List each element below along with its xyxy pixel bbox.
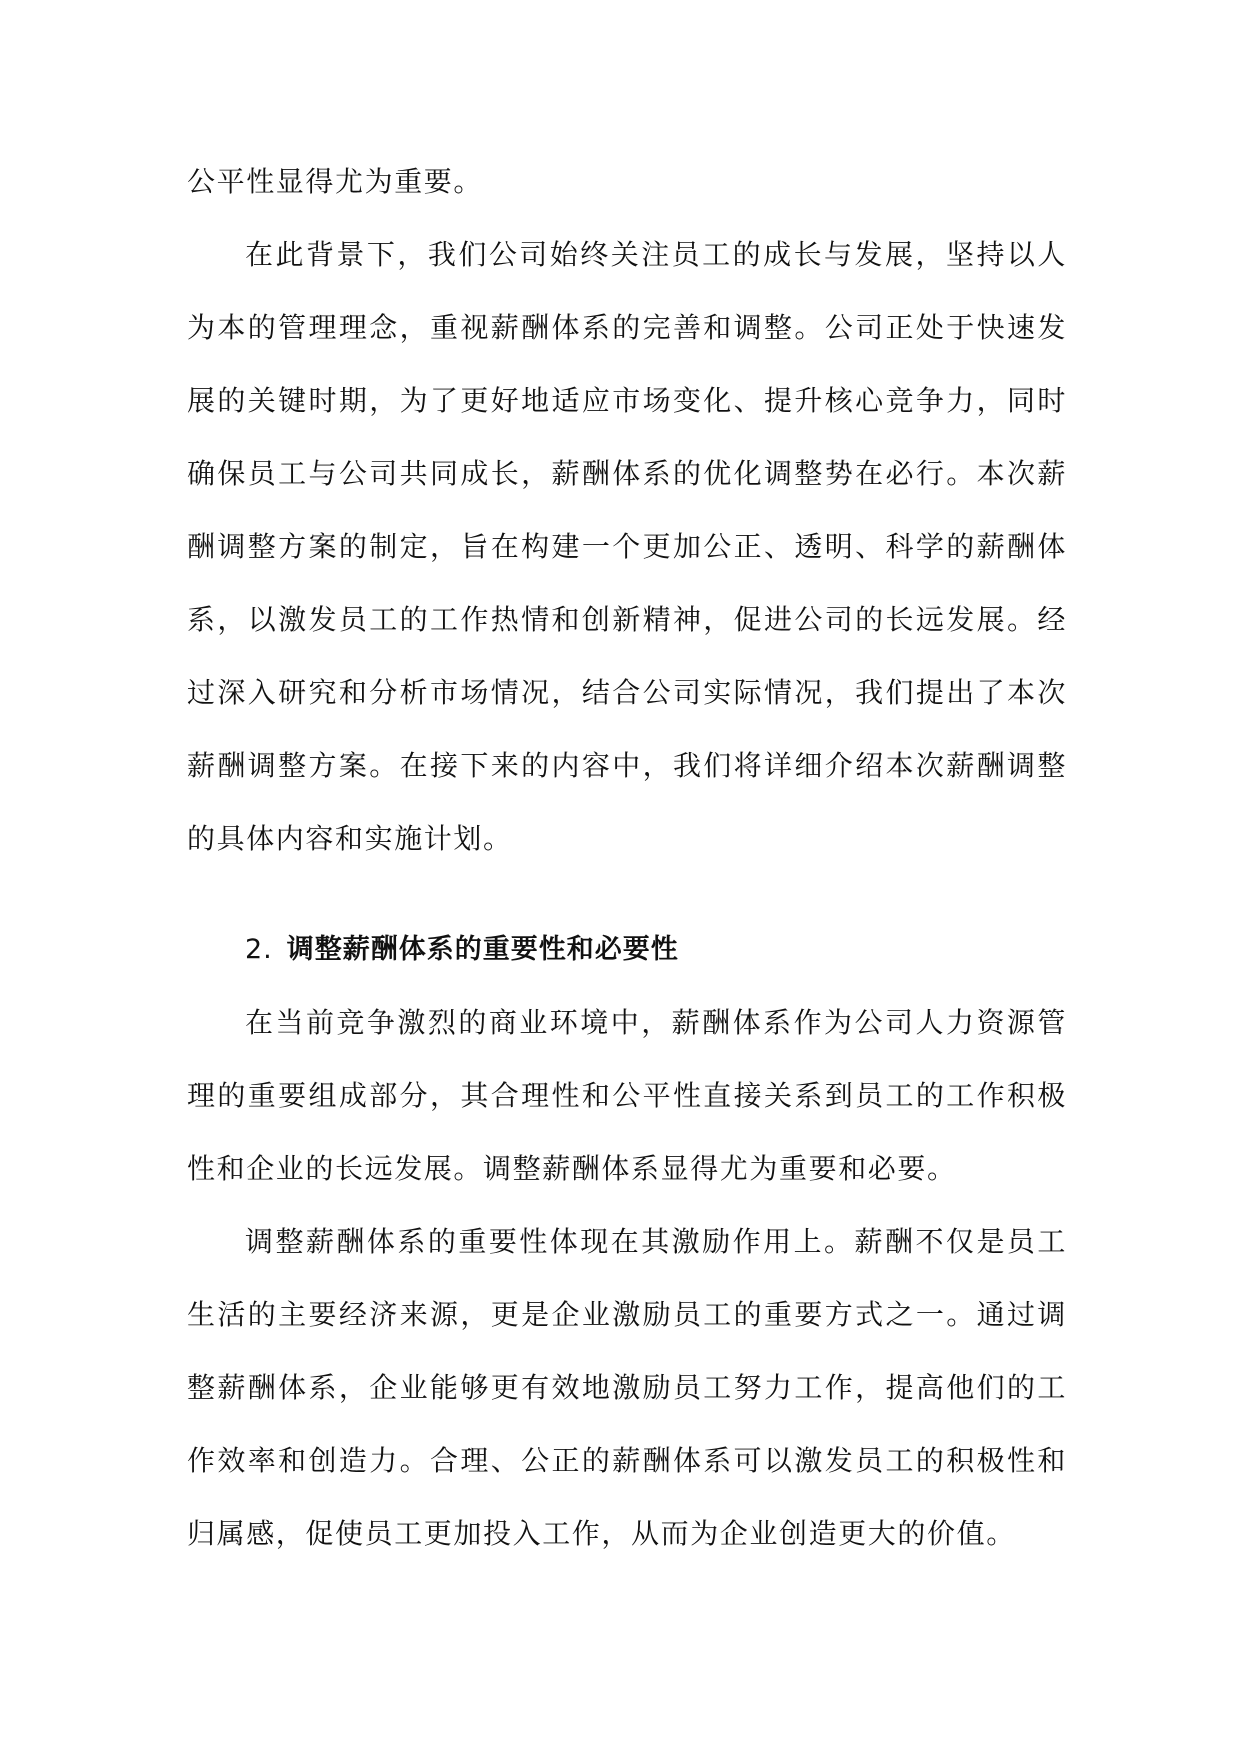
- section-number: 2.: [245, 934, 273, 965]
- section-title: 调整薪酬体系的重要性和必要性: [286, 934, 679, 965]
- paragraph-incentive: 调整薪酬体系的重要性体现在其激励作用上。薪酬不仅是员工生活的主要经济来源，更是企业激励员工的重要方式之一。通过调整薪酬体系，企业能够更有效地激励员工努力工作，提高他们的工作效率和创造力。合理、公正的薪酬体系可以激发员工的积极性和归属感，促使员工更加投入工作，从而为企业创造更大的价值。: [187, 1225, 1067, 1550]
- paragraph-continuation: 公平性显得尤为重要。: [187, 165, 484, 198]
- paragraph-background: 在此背景下，我们公司始终关注员工的成长与发展，坚持以人为本的管理理念，重视薪酬体系的完善和调整。公司正处于快速发展的关键时期，为了更好地适应市场变化、提升核心竞争力，同时确保员工与公司共同成长，薪酬体系的优化调整势在必行。本次薪酬调整方案的制定，旨在构建一个更加公正、透明、科学的薪酬体系，以激发员工的工作热情和创新精神，促进公司的长远发展。经过深入研究和分析市场情况，结合公司实际情况，我们提出了本次薪酬调整方案。在接下来的内容中，我们将详细介绍本次薪酬调整的具体内容和实施计划。: [187, 238, 1067, 855]
- paragraph-importance: 在当前竞争激烈的商业环境中，薪酬体系作为公司人力资源管理的重要组成部分，其合理性和公平性直接关系到员工的工作积极性和企业的长远发展。调整薪酬体系显得尤为重要和必要。: [187, 1006, 1067, 1185]
- section-heading: [187, 913, 1067, 986]
- document-body: [187, 145, 1067, 1570]
